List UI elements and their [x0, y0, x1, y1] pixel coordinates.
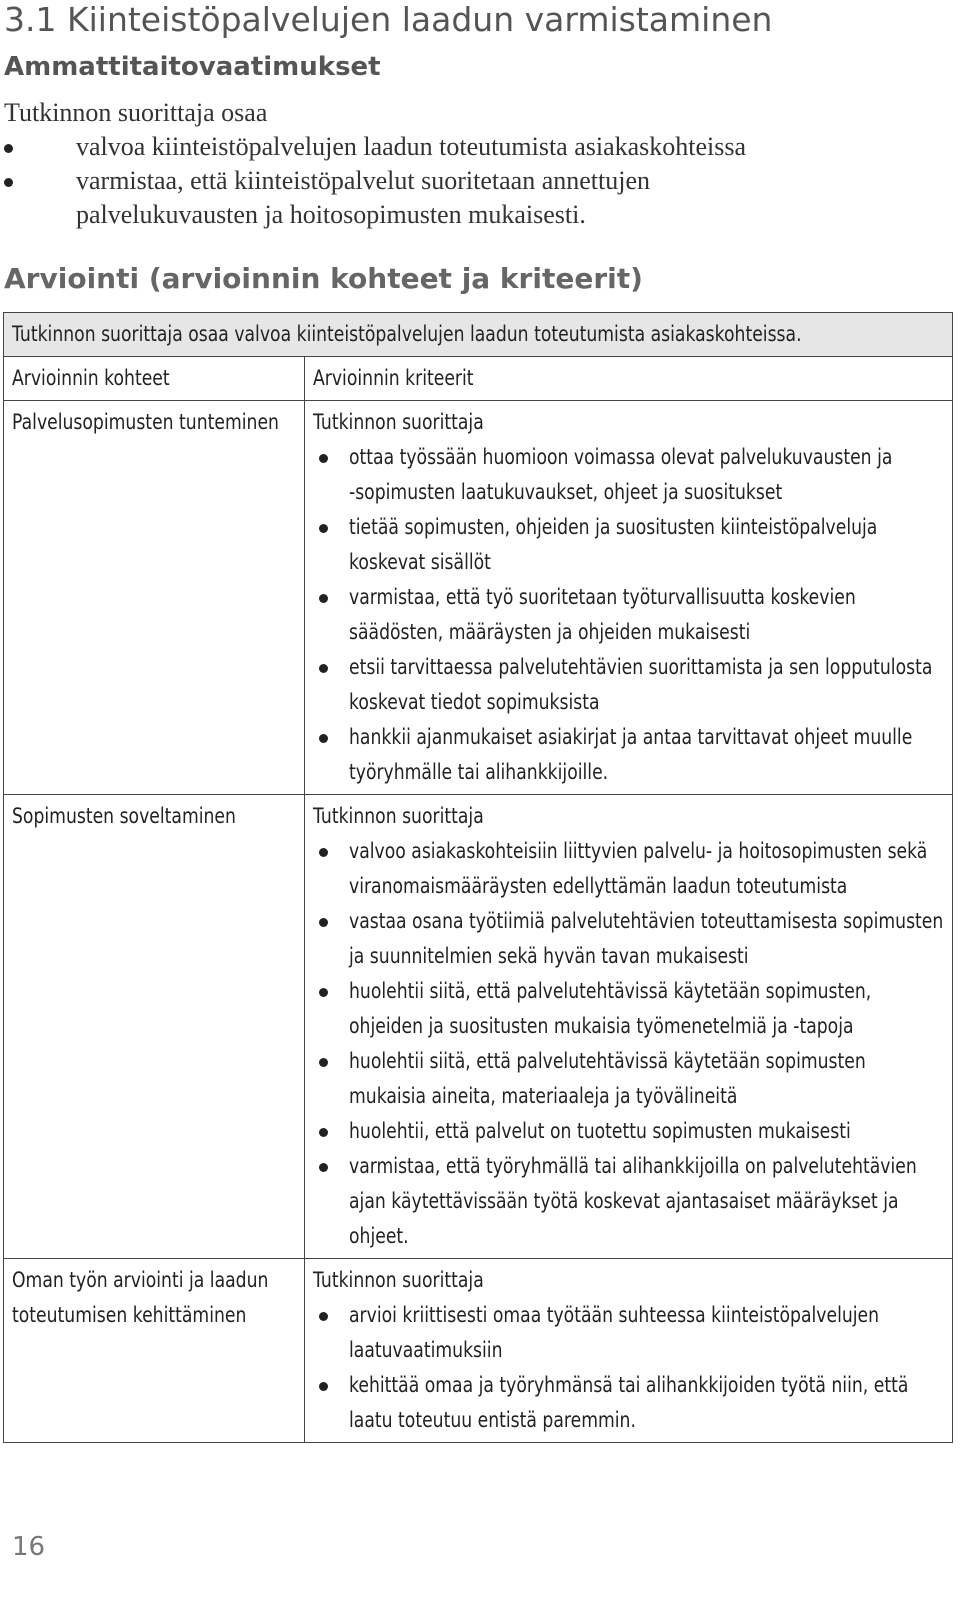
assessment-target: Palvelusopimusten tunteminen [12, 410, 279, 434]
criteria-item [313, 440, 944, 510]
criteria-line: vastaa osana työtiimiä palvelutehtävien toteuttamisesta sopimusten [349, 909, 944, 933]
criteria-line: tietää sopimusten, ohjeiden ja suositusten kiinteistöpalveluja [349, 515, 878, 539]
competence-heading: Ammattitaitovaatimukset [4, 52, 381, 82]
criteria-line: hankkii ajanmukaiset asiakirjat ja antaa tarvittavat ohjeet muulle [349, 725, 913, 749]
bullet-icon [319, 848, 328, 857]
col-header-targets-label: Arvioinnin kohteet [12, 366, 170, 390]
section-title: 3.1 Kiinteistöpalvelujen laadun varmistaminen [4, 0, 773, 39]
criteria-item [313, 1368, 944, 1438]
assessment-heading: Arviointi (arvioinnin kohteet ja kriteerit) [4, 262, 643, 295]
assessment-target: Sopimusten soveltaminen [12, 804, 236, 828]
intro-text: Tutkinnon suorittaja osaa [4, 98, 268, 127]
bullet-icon [319, 1128, 328, 1137]
intro-bullet-line: varmistaa, että kiinteistöpalvelut suoritetaan annettujen [76, 166, 650, 195]
table-row [4, 401, 953, 795]
criteria-item [313, 580, 944, 650]
intro-bullet-item [0, 130, 876, 164]
criteria-line: laatu toteutuu entistä paremmin. [349, 1408, 636, 1432]
criteria-line: koskevat sisällöt [349, 550, 491, 574]
criteria-item [313, 974, 944, 1044]
criteria-item [313, 510, 944, 580]
criteria-line: huolehtii siitä, että palvelutehtävissä käytetään sopimusten, [349, 979, 872, 1003]
criteria-item [313, 1298, 944, 1368]
criteria-line: ohjeiden ja suositusten mukaisia työmenetelmiä ja -tapoja [349, 1014, 854, 1038]
criteria-line: valvoo asiakaskohteisiin liittyvien palvelu- ja hoitosopimusten sekä [349, 839, 928, 863]
assessment-criteria-cell [305, 1259, 953, 1443]
bullet-icon [319, 1382, 328, 1391]
assessment-target: Oman työn arviointi ja laadun [12, 1268, 269, 1292]
col-header-criteria-label: Arvioinnin kriteerit [313, 366, 474, 390]
criteria-line: laatuvaatimuksiin [349, 1338, 503, 1362]
col-header-criteria [305, 357, 953, 401]
criteria-item [313, 834, 944, 904]
criteria-lead: Tutkinnon suorittaja [313, 804, 484, 828]
assessment-target-cell [4, 1259, 305, 1443]
criteria-list [313, 440, 944, 790]
intro-bullet-line: valvoa kiinteistöpalvelujen laadun toteutumista asiakaskohteissa [76, 132, 747, 161]
criteria-line: ottaa työssään huomioon voimassa olevat palvelukuvausten ja [349, 445, 893, 469]
assessment-criteria-cell [305, 401, 953, 795]
criteria-item [313, 904, 944, 974]
bullet-icon [319, 594, 328, 603]
criteria-lead: Tutkinnon suorittaja [313, 1268, 484, 1292]
criteria-line: etsii tarvittaessa palvelutehtävien suorittamista ja sen lopputulosta [349, 655, 933, 679]
bullet-icon [4, 178, 13, 187]
table-row [4, 795, 953, 1259]
criteria-item [313, 720, 944, 790]
criteria-lead: Tutkinnon suorittaja [313, 410, 484, 434]
criteria-item [313, 650, 944, 720]
assessment-target: toteutumisen kehittäminen [12, 1303, 247, 1327]
assessment-table [3, 312, 953, 1443]
bullet-icon [319, 918, 328, 927]
criteria-line: viranomaismääräysten edellyttämän laadun toteutumista [349, 874, 848, 898]
criteria-line: kehittää omaa ja työryhmänsä tai alihankkijoiden työtä niin, että [349, 1373, 909, 1397]
criteria-item [313, 1149, 944, 1254]
table-title: Tutkinnon suorittaja osaa valvoa kiinteistöpalvelujen laadun toteutumista asiakaskohteissa. [12, 322, 802, 346]
bullet-icon [319, 734, 328, 743]
bullet-icon [4, 144, 13, 153]
bullet-icon [319, 1058, 328, 1067]
criteria-line: ohjeet. [349, 1224, 409, 1248]
bullet-icon [319, 524, 328, 533]
criteria-line: säädösten, määräysten ja ohjeiden mukaisesti [349, 620, 751, 644]
criteria-line: koskevat tiedot sopimuksista [349, 690, 600, 714]
bullet-icon [319, 1312, 328, 1321]
assessment-target-cell [4, 795, 305, 1259]
table-title-row [4, 313, 953, 357]
assessment-criteria-cell [305, 795, 953, 1259]
criteria-line: työryhmälle tai alihankkijoille. [349, 760, 609, 784]
criteria-list [313, 834, 944, 1254]
table-row [4, 1259, 953, 1443]
table-header-row [4, 357, 953, 401]
criteria-line: ja suunnitelmien sekä hyvän tavan mukaisesti [349, 944, 749, 968]
bullet-icon [319, 988, 328, 997]
criteria-line: -sopimusten laatukuvaukset, ohjeet ja suositukset [349, 480, 783, 504]
criteria-line: mukaisia aineita, materiaaleja ja työvälineitä [349, 1084, 738, 1108]
criteria-line: huolehtii, että palvelut on tuotettu sopimusten mukaisesti [349, 1119, 851, 1143]
bullet-icon [319, 454, 328, 463]
col-header-targets [4, 357, 305, 401]
criteria-line: varmistaa, että työryhmällä tai alihankkijoilla on palvelutehtävien [349, 1154, 917, 1178]
bullet-icon [319, 664, 328, 673]
page-number: 16 [12, 1532, 46, 1562]
bullet-icon [319, 1163, 328, 1172]
intro-bullet-list [0, 130, 876, 232]
intro-bullet-line: palvelukuvausten ja hoitosopimusten mukaisesti. [76, 200, 586, 229]
criteria-line: huolehtii siitä, että palvelutehtävissä käytetään sopimusten [349, 1049, 866, 1073]
criteria-line: arvioi kriittisesti omaa työtään suhteessa kiinteistöpalvelujen [349, 1303, 880, 1327]
table-title-cell [4, 313, 953, 357]
intro-bullet-item [0, 164, 876, 232]
criteria-line: ajan käytettävissään työtä koskevat ajantasaiset määräykset ja [349, 1189, 899, 1213]
criteria-line: varmistaa, että työ suoritetaan työturvallisuutta koskevien [349, 585, 856, 609]
criteria-item [313, 1114, 944, 1149]
criteria-item [313, 1044, 944, 1114]
assessment-target-cell [4, 401, 305, 795]
criteria-list [313, 1298, 944, 1438]
